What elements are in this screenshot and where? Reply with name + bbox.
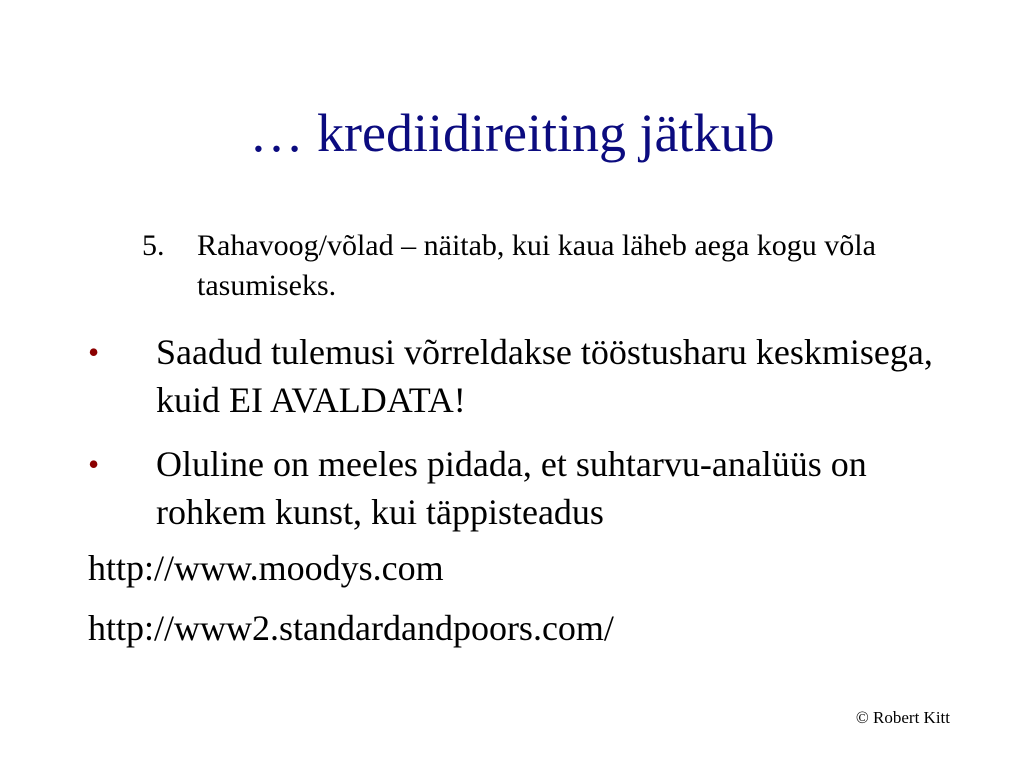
slide-title: … krediidireiting jätkub	[249, 103, 775, 163]
numbered-item-text: Rahavoog/võlad – näitab, kui kaua läheb aega kogu võla tasumiseks.	[197, 229, 876, 302]
numbered-item-number: 5.	[142, 229, 165, 262]
bullet-text: Oluline on meeles pidada, et suhtarvu-analüüs on rohkem kunst, kui täppisteadus	[156, 444, 867, 532]
bullet-text: Saadud tulemusi võrreldakse tööstusharu keskmisega, kuid EI AVALDATA!	[156, 332, 933, 420]
moodys-link[interactable]: http://www.moodys.com	[88, 548, 444, 588]
standardandpoors-link[interactable]: http://www2.standardandpoors.com/	[88, 608, 614, 648]
bullet-marker: •	[88, 446, 100, 482]
copyright-notice: © Robert Kitt	[855, 708, 950, 727]
bullet-marker: •	[88, 334, 100, 370]
